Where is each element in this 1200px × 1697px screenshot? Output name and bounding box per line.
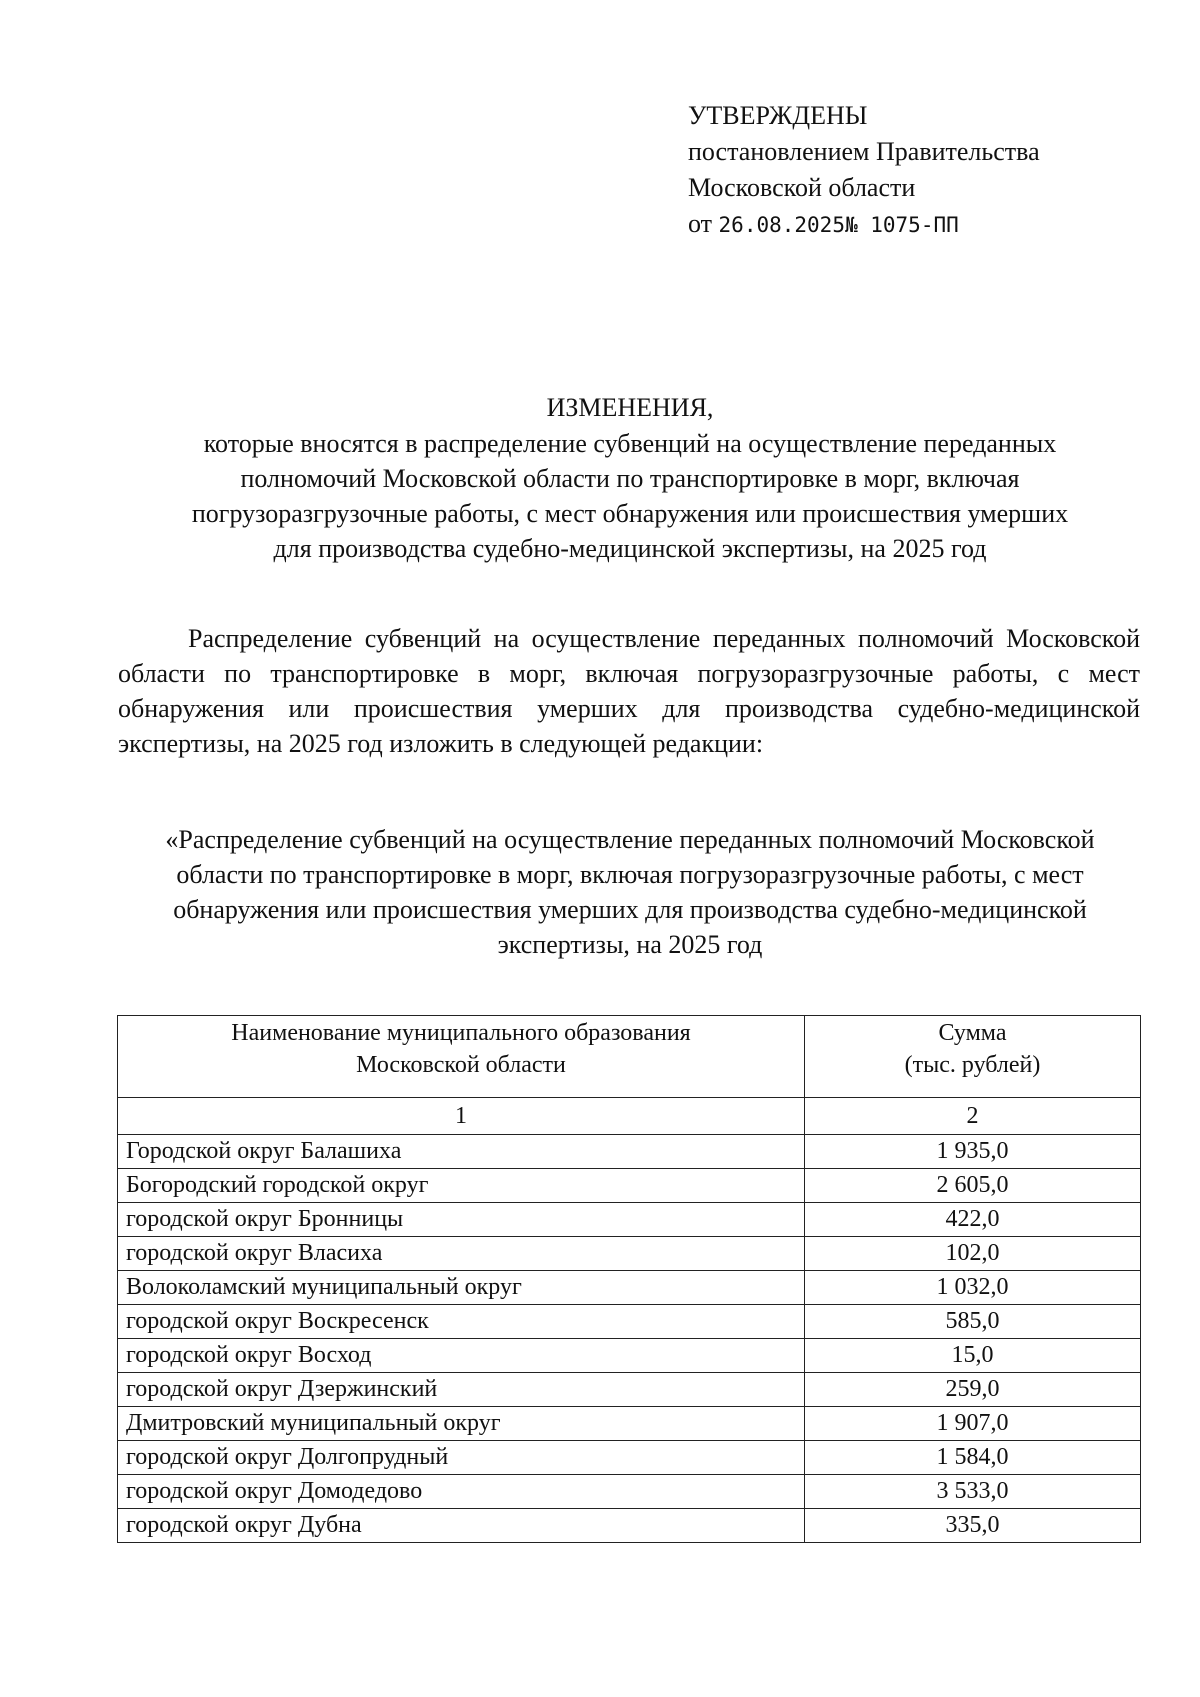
title-line-2: полномочий Московской области по транспортировке в морг, включая	[240, 464, 1020, 493]
approval-date-prefix: от	[688, 209, 713, 238]
subvention-amount: 1 584,0	[805, 1441, 1141, 1475]
subvention-amount: 1 907,0	[805, 1407, 1141, 1441]
municipality-name: городской округ Бронницы	[118, 1203, 805, 1237]
approval-date-value: 26.08.2025№ 1075-ПП	[718, 213, 959, 237]
distribution-title-line-4: экспертизы, на 2025 год	[497, 930, 763, 959]
subvention-amount: 422,0	[805, 1203, 1141, 1237]
header-sum-line-1: Сумма	[938, 1020, 1007, 1046]
subvention-amount: 2 605,0	[805, 1169, 1141, 1203]
table-row	[118, 1339, 1141, 1373]
municipality-name: городской округ Домодедово	[118, 1475, 805, 1509]
approval-heading: УТВЕРЖДЕНЫ	[688, 101, 868, 130]
approval-date	[688, 206, 1040, 243]
municipality-name: городской округ Дубна	[118, 1509, 805, 1543]
title-line-4: для производства судебно-медицинской экспертизы, на 2025 год	[273, 534, 987, 563]
table-row	[118, 1271, 1141, 1305]
document-title	[100, 390, 1160, 566]
subvention-amount: 259,0	[805, 1373, 1141, 1407]
distribution-title-line-1: «Распределение субвенций на осуществление переданных полномочий Московской	[165, 825, 1095, 854]
table-body	[118, 1135, 1141, 1543]
title-line-1: которые вносятся в распределение субвенций на осуществление переданных	[203, 429, 1057, 458]
municipality-name: Волоколамский муниципальный округ	[118, 1271, 805, 1305]
municipality-name: Дмитровский муниципальный округ	[118, 1407, 805, 1441]
table-row	[118, 1305, 1141, 1339]
header-municipality-line-1: Наименование муниципального образования	[231, 1020, 691, 1046]
approval-line-3: Московской области	[688, 173, 916, 202]
table-row	[118, 1237, 1141, 1271]
table-row	[118, 1407, 1141, 1441]
municipality-name: городской округ Долгопрудный	[118, 1441, 805, 1475]
header-sum	[805, 1016, 1141, 1098]
title-line-3: погрузоразгрузочные работы, с мест обнаружения или происшествия умерших	[191, 499, 1069, 528]
distribution-title-line-3: обнаружения или происшествия умерших для производства судебно-медицинской	[173, 895, 1087, 924]
municipality-name: городской округ Власиха	[118, 1237, 805, 1271]
approval-stamp	[688, 98, 1040, 243]
distribution-title	[100, 822, 1160, 962]
column-number-2: 2	[805, 1098, 1141, 1135]
subvention-amount: 15,0	[805, 1339, 1141, 1373]
table-row	[118, 1509, 1141, 1543]
table-row	[118, 1169, 1141, 1203]
subvention-amount: 102,0	[805, 1237, 1141, 1271]
municipality-name: городской округ Дзержинский	[118, 1373, 805, 1407]
subvention-amount: 1 032,0	[805, 1271, 1141, 1305]
subvention-amount: 3 533,0	[805, 1475, 1141, 1509]
table-row	[118, 1475, 1141, 1509]
municipality-name: Богородский городской округ	[118, 1169, 805, 1203]
body-paragraph: Распределение субвенций на осуществление переданных полномочий Московской области по транспортировке в морг, включая погрузоразгрузочные работы, с мест обнаружения или происшествия умерших для производства судебно-медицинской экспертизы, на 2025 год изложить в следующей редакции:	[118, 624, 1140, 758]
title-heading: ИЗМЕНЕНИЯ,	[546, 393, 714, 422]
column-number-1: 1	[118, 1098, 805, 1135]
header-municipality	[118, 1016, 805, 1098]
approval-line-2: постановлением Правительства	[688, 137, 1040, 166]
header-sum-line-2: (тыс. рублей)	[904, 1052, 1041, 1078]
table-row	[118, 1203, 1141, 1237]
subvention-amount: 335,0	[805, 1509, 1141, 1543]
header-municipality-line-2: Московской области	[356, 1052, 566, 1078]
subvention-amount: 1 935,0	[805, 1135, 1141, 1169]
municipality-name: Городской округ Балашиха	[118, 1135, 805, 1169]
distribution-table	[117, 1015, 1141, 1543]
municipality-name: городской округ Восход	[118, 1339, 805, 1373]
table-row	[118, 1135, 1141, 1169]
municipality-name: городской округ Воскресенск	[118, 1305, 805, 1339]
table-row	[118, 1373, 1141, 1407]
distribution-title-line-2: области по транспортировке в морг, включая погрузоразгрузочные работы, с мест	[176, 860, 1084, 889]
subvention-amount: 585,0	[805, 1305, 1141, 1339]
table-row	[118, 1441, 1141, 1475]
